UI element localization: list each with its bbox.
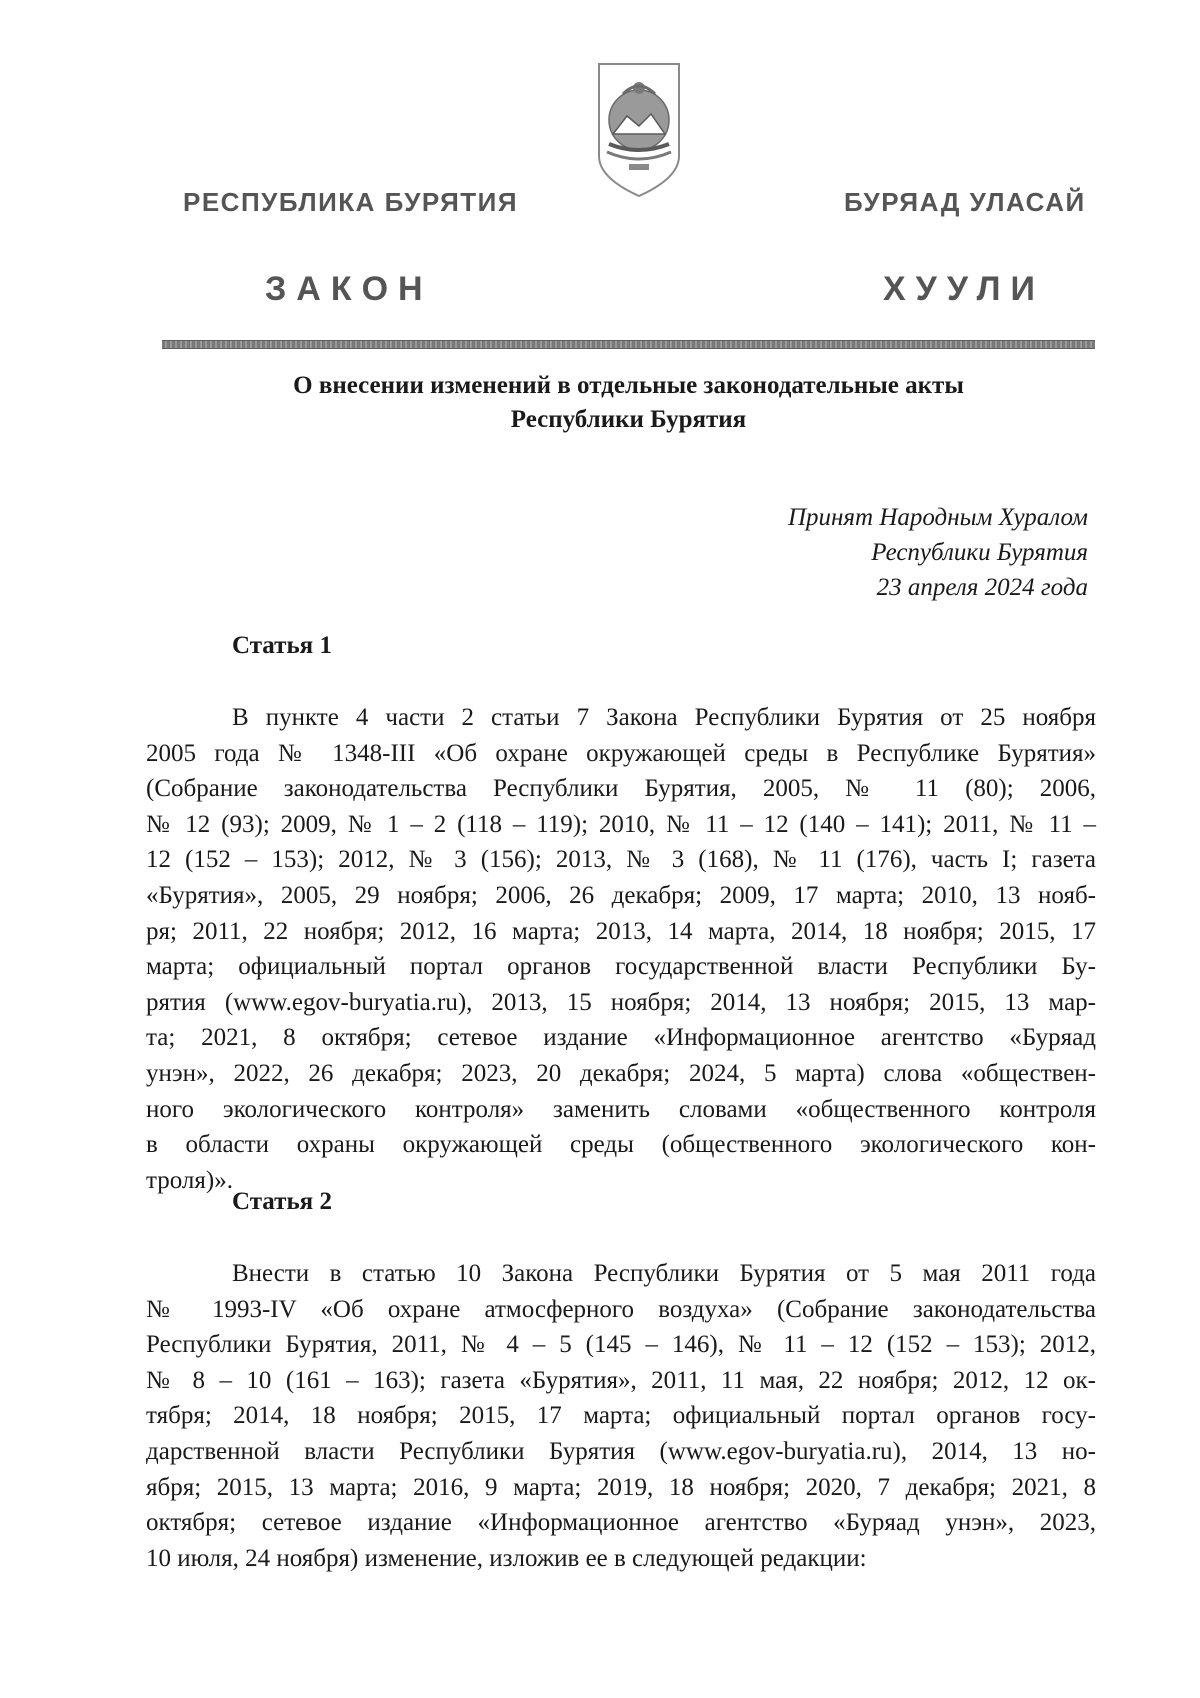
adoption-note-line: Принят Народным Хуралом [787, 504, 1088, 531]
paragraph-line: марта; официальный портал органов государственной власти Республики Бу- [146, 953, 1096, 981]
article-2-text [146, 1256, 1096, 1576]
paragraph-line: унэн», 2022, 26 декабря; 2023, 20 декабря; 2024, 5 марта) слова «обществен- [146, 1059, 1096, 1087]
adoption-note-line: Республики Бурятия [871, 539, 1088, 566]
paragraph-line: Республики Бурятия, 2011, № 4 – 5 (145 – 146), № 11 – 12 (152 – 153); 2012, [146, 1331, 1096, 1359]
paragraph-line: (Собрание законодательства Республики Бурятия, 2005, № 11 (80); 2006, [146, 775, 1096, 803]
paragraph-line: тября; 2014, 18 ноября; 2015, 17 марта; официальный портал органов госу- [146, 1402, 1096, 1430]
paragraph-line: троля)». [146, 1166, 233, 1194]
article-1-text [146, 700, 1096, 1198]
republic-name-buryat: БУРЯАД УЛАСАЙ [844, 187, 1086, 217]
paragraph-line: № 8 – 10 (161 – 163); газета «Бурятия», 2011, 11 мая, 22 ноября; 2012, 12 ок- [146, 1366, 1096, 1394]
paragraph-line: рятия (www.egov-buryatia.ru), 2013, 15 ноября; 2014, 13 ноября; 2015, 13 мар- [146, 988, 1096, 1016]
document-title [150, 369, 1107, 437]
article-2-heading: Статья 2 [232, 1188, 332, 1215]
paragraph-line: 2005 года № 1348-III «Об охране окружающей среды в Республике Бурятия» [146, 739, 1096, 767]
adoption-date: 23 апреля 2024 года [876, 574, 1088, 601]
header-divider [162, 340, 1095, 349]
paragraph-line: № 12 (93); 2009, № 1 – 2 (118 – 119); 2010, № 11 – 12 (140 – 141); 2011, № 11 – [146, 810, 1096, 838]
coat-of-arms-icon [593, 60, 685, 200]
paragraph-line: в области охраны окружающей среды (общественного экологического кон- [146, 1131, 1096, 1159]
paragraph-line: дарственной власти Республики Бурятия (www.egov-buryatia.ru), 2014, 13 но- [146, 1437, 1096, 1465]
paragraph-line: «Бурятия», 2005, 29 ноября; 2006, 26 декабря; 2009, 17 марта; 2010, 13 нояб- [146, 881, 1096, 909]
document-title-line: О внесении изменений в отдельные законодательные акты [293, 372, 964, 399]
article-1-heading: Статья 1 [232, 632, 332, 659]
paragraph-line: та; 2021, 8 октября; сетевое издание «Информационное агентство «Буряад [146, 1024, 1096, 1052]
document-type-russian: ЗАКОН [265, 270, 433, 308]
paragraph-line: 10 июля, 24 ноября) изменение, изложив ее в следующей редакции: [146, 1544, 867, 1572]
paragraph-line: № 1993-IV «Об охране атмосферного воздуха» (Собрание законодательства [146, 1295, 1096, 1323]
paragraph-line: ного экологического контроля» заменить словами «общественного контроля [146, 1095, 1096, 1123]
document-type-buryat: ХУУЛИ [883, 270, 1045, 308]
document-title-line: Республики Бурятия [510, 406, 747, 433]
paragraph-line: 12 (152 – 153); 2012, № 3 (156); 2013, № 3 (168), № 11 (176), часть I; газета [146, 846, 1096, 874]
paragraph-line: В пункте 4 части 2 статьи 7 Закона Республики Бурятия от 25 ноября [232, 704, 1096, 731]
adoption-note [788, 500, 1088, 605]
paragraph-line: Внести в статью 10 Закона Республики Бурятия от 5 мая 2011 года [232, 1260, 1096, 1287]
paragraph-line: ря; 2011, 22 ноября; 2012, 16 марта; 2013, 14 марта, 2014, 18 ноября; 2015, 17 [146, 917, 1096, 945]
republic-name-russian: РЕСПУБЛИКА БУРЯТИЯ [183, 187, 519, 217]
paragraph-line: октября; сетевое издание «Информационное агентство «Буряад унэн», 2023, [146, 1509, 1096, 1537]
paragraph-line: ября; 2015, 13 марта; 2016, 9 марта; 2019, 18 ноября; 2020, 7 декабря; 2021, 8 [146, 1473, 1096, 1501]
